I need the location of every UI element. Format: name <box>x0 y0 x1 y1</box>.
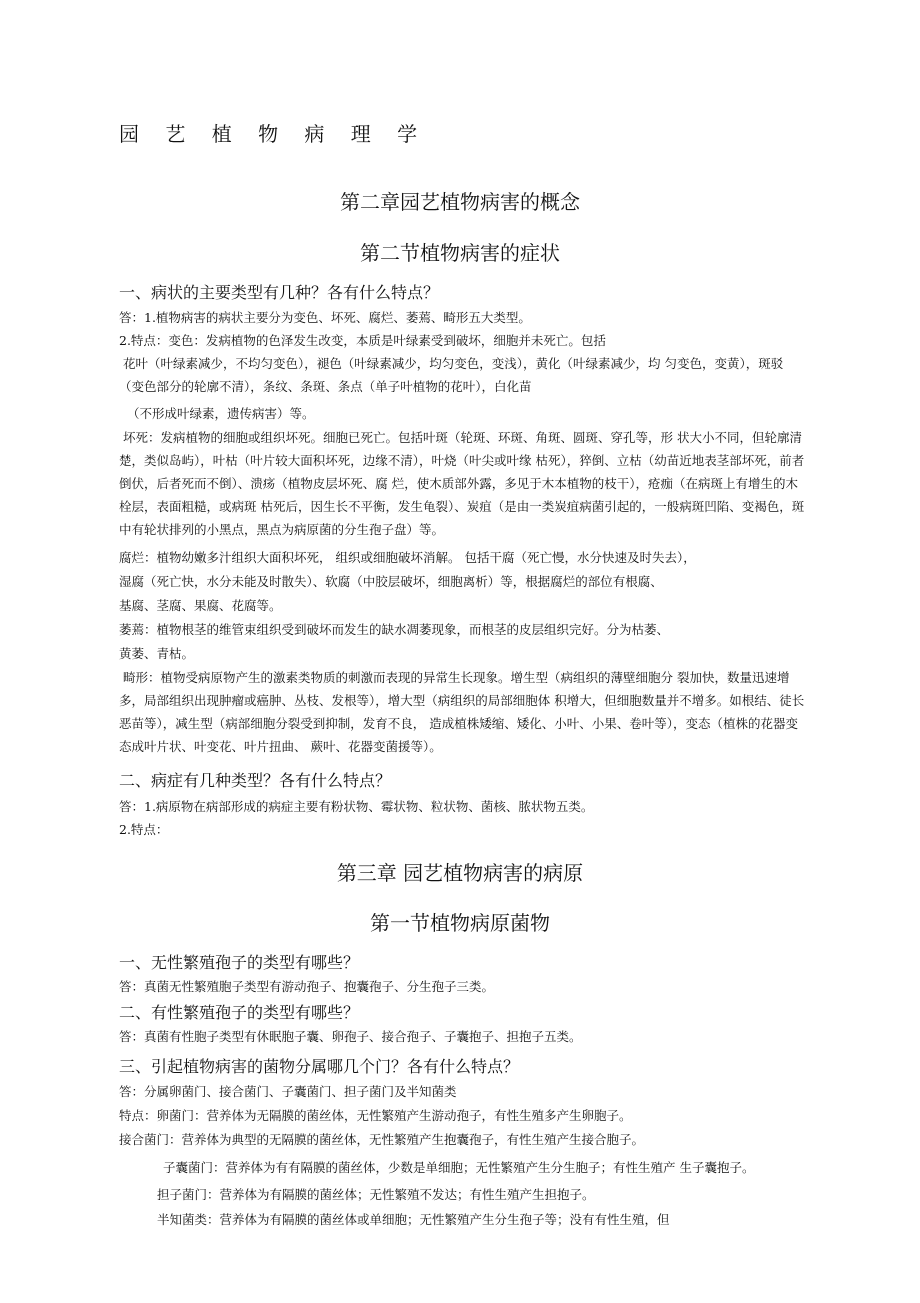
answer-paragraph: 答：1.病原物在病部形成的病症主要有粉状物、霉状物、粒状物、菌核、脓状物五类。 <box>119 799 594 814</box>
question-symptom-types: 一、病状的主要类型有几种？各有什么特点？ <box>119 283 440 302</box>
answer-paragraph: 答：分属卵菌门、接合菌门、子囊菌门、担子菌门及半知菌类 <box>119 1084 457 1099</box>
section-1-title: 第一节植物病原菌物 <box>370 911 550 935</box>
answer-paragraph: 答：1.植物病害的病状主要分为变色、坏死、腐烂、萎蔫、畸形五大类型。 <box>119 310 531 325</box>
answer-paragraph: 接合菌门：营养体为典型的无隔膜的菌丝体，无性繁殖产生抱囊孢子，有性生殖产生接合胞子。 <box>119 1132 645 1147</box>
question-asexual-spores: 一、无性繁殖孢子的类型有哪些？ <box>119 953 360 972</box>
answer-paragraph: 答：真菌有性胞子类型有休眠胞子囊、卵孢子、接合孢子、子囊抱子、担抱子五类。 <box>119 1029 582 1044</box>
answer-paragraph: 特点：卵菌门：营养体为无隔膜的菌丝体，无性繁殖产生游动孢子，有性生殖多产生卵胞子。 <box>119 1108 632 1123</box>
answer-paragraph: 腐烂：植物幼嫩多汁组织大面积坏死， 组织或细胞破坏消解。 包括干腐（死亡慢，水分快速及时失去）， <box>119 550 696 565</box>
answer-paragraph: 湿腐（死亡快，水分未能及时散失）、软腐（中胶层破坏，细胞离析）等，根据腐烂的部位有根腐、 <box>119 574 663 589</box>
answer-paragraph: 黄萎、青枯。 <box>119 646 195 661</box>
answer-paragraph: 畸形：植物受病原物产生的激素类物质的刺激而表现的异常生长现象。增生型（病组织的薄壁细胞分 裂加快，数量迅速增多，局部组织出现肿瘤或癌肿、丛枝、发根等），增大型（病组织的局部细胞体 积增大，但细胞数量并不增多。如根结、徒长恶苗等），减生型（病部细胞分裂受到抑制，发育不良， 造成植株矮缩、矮化、小叶、小果、卷叶等），变态（植株的花器变态成叶片状、叶变花、叶片扭曲、 蕨叶、花器变菌援等）。 <box>119 670 805 754</box>
question-sexual-spores: 二、有性繁殖孢子的类型有哪些？ <box>119 1003 360 1022</box>
answer-paragraph: 半知菌类：营养体为有隔膜的菌丝体或单细胞；无性繁殖产生分生孢子等；没有有性生殖，但 <box>157 1212 670 1227</box>
section-2-title: 第二节植物病害的症状 <box>360 241 560 265</box>
answer-paragraph: 花叶（叶绿素减少，不均匀变色），褪色（叶绿素减少，均匀变色，变浅），黄化（叶绿素减少，均 匀变色，变黄），斑驳（变色部分的轮廓不清），条纹、条斑、条点（单子叶植物的花叶），白化苗 <box>119 356 784 394</box>
answer-paragraph: 子囊菌门：营养体为有有隔膜的菌丝体，少数是单细胞；无性繁殖产生分生胞子；有性生殖产 生子囊抱子。 <box>163 1160 755 1175</box>
document-title: 园 艺 植 物 病 理 学 <box>119 122 428 146</box>
question-sign-types: 二、病症有几种类型？各有什么特点？ <box>119 771 392 790</box>
answer-paragraph: 坏死：发病植物的细胞或组织坏死。细胞已死亡。包括叶斑（轮斑、环斑、角斑、圆斑、穿孔等，形 状大小不同，但轮廓清楚，类似岛屿），叶枯（叶片较大面积坏死，边缘不清），叶烧（叶尖或叶缘 枯死），猝倒、立枯（幼苗近地表茎部坏死，前者倒伏，后者死而不倒）、溃疡（植物皮层坏死、腐 烂，使木质部外露，多见于木本植物的枝干），疮痂（在病斑上有增生的木栓层，表面粗糙，或病斑 枯死后，因生长不平衡，发生龟裂）、炭疽（是由一类炭疽病菌引起的，一般病斑凹陷、变褐色，斑 中有轮状排列的小黑点，黑点为病原菌的分生孢子盘）等。 <box>119 430 805 537</box>
answer-paragraph: 2.特点：变色：发病植物的色泽发生改变，本质是叶绿素受到破坏，细胞并未死亡。包括 <box>119 333 606 348</box>
answer-paragraph: 萎蔫：植物根茎的维管束组织受到破坏而发生的缺水凋萎现象，而根茎的皮层组织完好。分为枯萎、 <box>119 622 670 637</box>
answer-paragraph: （不形成叶绿素，遗传病害）等。 <box>127 406 315 421</box>
answer-paragraph: 答：真菌无性繁殖胞子类型有游动孢子、抱囊孢子、分生孢子三类。 <box>119 979 495 994</box>
question-fungal-phyla: 三、引起植物病害的菌物分属哪几个门？各有什么特点？ <box>119 1057 520 1076</box>
answer-paragraph: 担子菌门：营养体为有隔膜的菌丝体；无性繁殖不发达；有性生殖产生担抱子。 <box>157 1187 595 1202</box>
chapter-3-title: 第三章 园艺植物病害的病原 <box>336 861 584 885</box>
answer-paragraph: 基腐、茎腐、果腐、花腐等。 <box>119 598 282 613</box>
chapter-2-title: 第二章园艺植物病害的概念 <box>340 190 580 214</box>
answer-paragraph: 2.特点： <box>119 822 169 837</box>
